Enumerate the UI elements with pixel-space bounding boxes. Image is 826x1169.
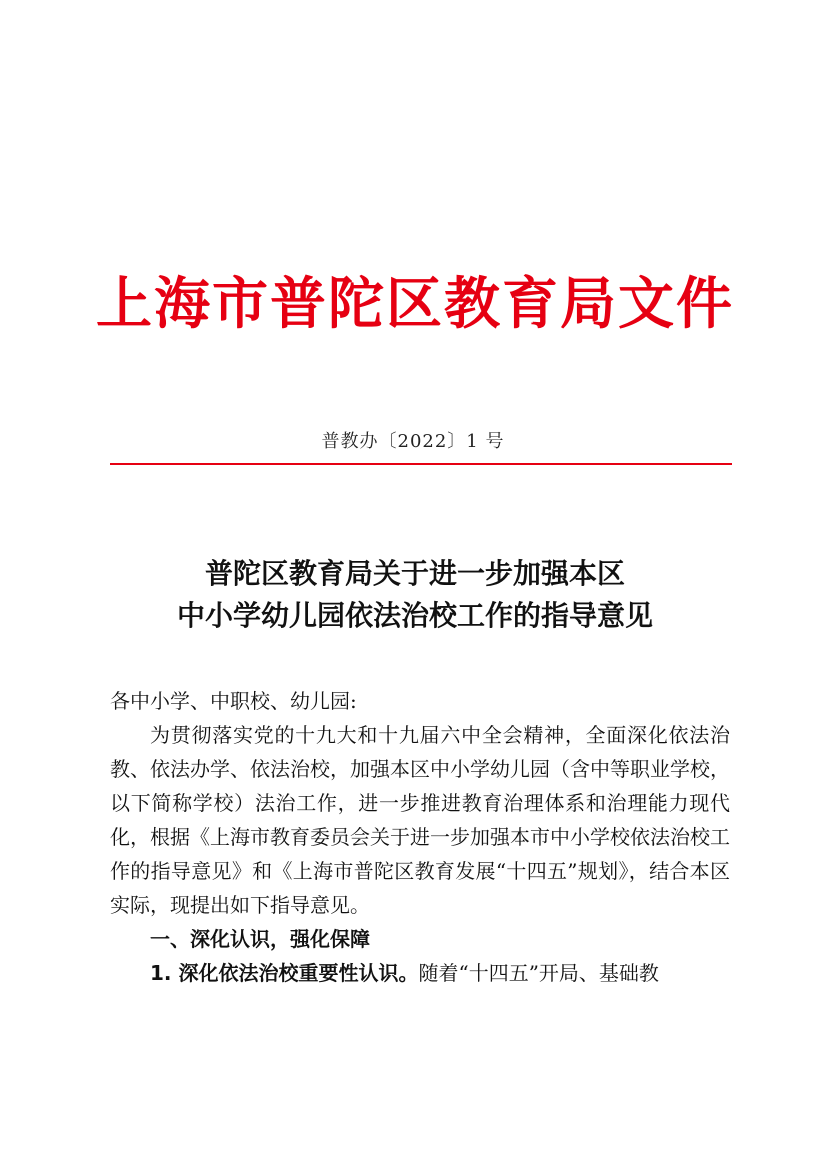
title-line-1: 普陀区教育局关于进一步加强本区 [204,557,625,590]
document-body [110,684,730,990]
salutation: 各中小学、中职校、幼儿园: [110,689,357,713]
document-number: 普教办〔2022〕1 号 [321,431,505,452]
item-1-paragraph [110,956,730,990]
intro-paragraph: 为贯彻落实党的十九大和十九届六中全会精神，全面深化依法治教、依法办学、依法治校，加强本区中小学幼儿园（含中等职业学校，以下简称学校）法治工作，进一步推进教育治理体系和治理能力现代化，根据《上海市教育委员会关于进一步加强本市中小学校依法治校工作的指导意见》和《上海市普陀区教育发展“十四五”规划》，结合本区实际，现提出如下指导意见。 [110,723,730,917]
item-1-text: 随着“十四五”开局、基础教 [418,961,659,985]
item-1-heading: 1. 深化依法治校重要性认识。 [150,961,419,985]
title-line-2: 中小学幼儿园依法治校工作的指导意见 [176,599,653,632]
red-divider-line [110,463,732,465]
document-title [95,553,735,637]
section-1-heading: 一、深化认识，强化保障 [150,927,370,951]
red-masthead: 上海市普陀区教育局文件 [96,271,734,337]
